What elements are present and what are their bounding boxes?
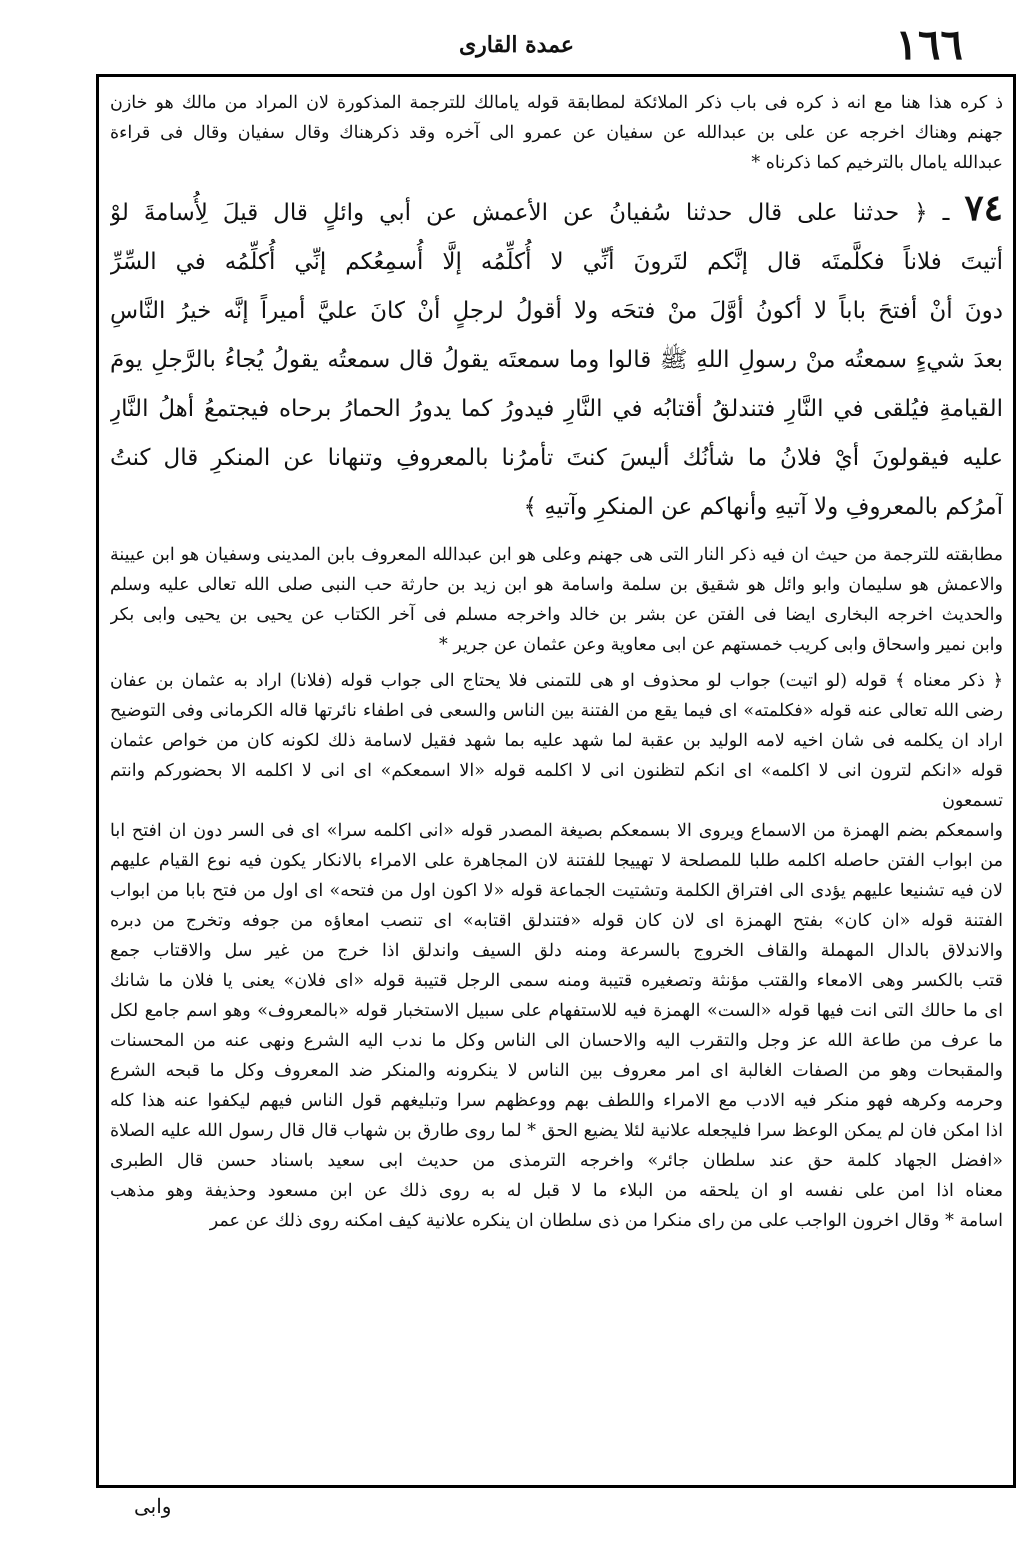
- text-line: ذ كره هذا هنا مع انه ذ كره فى باب ذكر الملائكة لمطابقة قوله يامالك للترجمة المذكورة لان المراد من مالك هو خازن: [110, 93, 1003, 113]
- text-line: اذا امكن فان لم يمكن الوعظ سرا فليجعله علانية لئلا يضيع الحق * لما روى طارق بن شهاب قال قال رسول الله عليه الصلاة: [110, 1121, 1003, 1141]
- hadith-line: أتيتَ فلاناً فكلَّمتَه قال إنَّكم لتَرونَ أنِّي لا أُكلِّمُه إلَّا أُسمِعُكم إنِّي أُكلِّمُه في السِّرِّ: [110, 249, 1003, 275]
- page-body: [110, 88, 1003, 1478]
- intro-paragraph: [110, 88, 1003, 178]
- text-line: وحرمه وكرهه فهو منكر فيه الادب مع الامراء واللطف بهم ووعظهم سرا وتبليغهم قول الناس فيهم ليكفوا عنه هذا كله: [110, 1091, 1003, 1111]
- text-line: لان فيه تشنيعا عليهم يؤدى الى افتراق الكلمة وتشتيت الجماعة قوله «لا اكون اول من فتحه» اى اول من فتح بابا من ابواب: [110, 881, 1003, 901]
- text-line: مطابقته للترجمة من حيث ان فيه ذكر النار التى هى جهنم وعلى هو ابن عبدالله المعروف بابن المدينى وسفيان هو ابن عيينة: [110, 545, 1003, 565]
- text-line: «افضل الجهاد كلمة حق عند سلطان جائر» واخرجه الترمذى من حديث ابى سعيد باسناد حسن قال الطبرى: [110, 1151, 1003, 1171]
- page-header: [0, 20, 1033, 72]
- text-line: قتب بالكسر وهى الامعاء والقتب مؤنثة وتصغيره قتيبة ومنه سمى الرجل قتيبة قوله «اى فلان» يعنى يا فلان ما شانك: [110, 971, 1003, 991]
- commentary-paragraph: [110, 540, 1003, 660]
- text-line: جهنم وهناك اخرجه عن على بن عبدالله عن سفيان عن عمرو الى آخره وقد ذكرهناك وقال سفيان وقال فى قراءة: [110, 123, 1003, 143]
- hadith-block: [110, 184, 1003, 532]
- text-line: ما عرف من طاعة الله عز وجل والتقرب اليه والاحسان الى الناس وكل ما ندب اليه الشرع ونهى عنه من المحسنات: [110, 1031, 1003, 1051]
- text-line: واسمعكم بضم الهمزة من الاسماع ويروى الا بسمعكم بصيغة المصدر قوله «انى اكلمه سرا» اى فى السر دون ان افتح ابا: [110, 821, 1003, 841]
- text-line: عبدالله يامال بالترخيم كما ذكرناه *: [751, 153, 1003, 173]
- page-number: ١٦٦: [895, 20, 963, 69]
- hadith-line: آمرُكم بالمعروفِ ولا آتيهِ وأنهاكم عن المنكرِ وآتيهِ ﴾: [523, 494, 1003, 520]
- commentary-paragraph: [110, 666, 1003, 1236]
- hadith-line: عليه فيقولونَ أيْ فلانُ ما شأنُك أليسَ كنتَ تأمرُنا بالمعروفِ وتنهانا عن المنكرِ قال كنتُ: [110, 445, 1003, 471]
- hadith-line: ٧٤ ـ ﴿ حدثنا على قال حدثنا سُفيانُ عن الأعمش عن أبي وائلٍ قال قيلَ لِأُسامةَ لوْ: [110, 187, 1003, 229]
- hadith-number: ٧٤: [964, 187, 1003, 229]
- text-line: معناه اذا امن على نفسه او ان يلحقه من البلاء ما لا قبل له به روى ذلك عن ابن مسعود وحذيفة وهو مذهب: [110, 1181, 1003, 1201]
- hadith-line: بعدَ شيءٍ سمعتُه منْ رسولِ اللهِ ﷺ قالوا وما سمعتَه يقولُ قال سمعتُه يقولُ يُجاءُ بالرَّجلِ يومَ: [110, 347, 1003, 373]
- text-line: والمقبحات وهو من الصفات الغالبة اى امر معروف بين الناس لا ينكرونه والمنكر ضد المعروف وكل ما قبحه الشرع: [110, 1061, 1003, 1081]
- text-line: ﴿ ذكر معناه ﴾ قوله (لو اتيت) جواب لو محذوف او هى للتمنى فلا يحتاج الى جواب قوله (فلانا) اراد به عثمان بن عفان: [110, 671, 1003, 691]
- text-line: والاعمش هو سليمان وابو وائل هو شقيق بن سلمة واسامة هو ابن زيد بن حارثة حب النبى صلى الله تعالى عليه وسلم: [110, 575, 1003, 595]
- text-line: الفتنة قوله «ان كان» بفتح الهمزة اى لان كان قوله «فتندلق اقتابه» اى تنصب امعاؤه من جوفه وتخرج من دبره: [110, 911, 1003, 931]
- text-line: وابن نمير واسحاق وابى كريب خمستهم عن ابى معاوية وعن عثمان عن جرير *: [439, 635, 1003, 655]
- text-line: من ابواب الفتن حاصله اكلمه طلبا للمصلحة لا تهييجا للفتنة لان المجاهرة على الامراء بالانكار يكون فيه نوع القيام عليهم: [110, 851, 1003, 871]
- text-line: قوله «انكم لترون انى لا اكلمه» اى انكم لتظنون انى لا اكلمه قوله «الا اسمعكم» اى انى لا اكلمه الا بحضوركم وانتم تسمعون: [110, 761, 1003, 811]
- text-line: اى ما حالك التى انت فيها قوله «الست» الهمزة فيه للاستفهام على سبيل الاستخبار قوله «بالمعروف» وهو اسم جامع لكل: [110, 1001, 1003, 1021]
- running-title: عمدة القارى: [458, 32, 575, 58]
- hadith-line: القيامةِ فيُلقى في النَّارِ فتندلقُ أقتابُه في النَّارِ فيدورُ كما يدورُ الحمارُ برحاه فيجتمعُ أهلُ النَّارِ: [110, 396, 1003, 422]
- text-line: رضى الله تعالى عنه قوله «فكلمته» اى فيما يقع من الفتنة بين الناس والسعى فى اطفاء نائرتها قاله الكرمانى وفى التوضيح: [110, 701, 1003, 721]
- hadith-line: دونَ أنْ أفتحَ باباً لا أكونُ أوَّلَ منْ فتحَه ولا أقولُ لرجلٍ أنْ كانَ عليَّ أميراً إنَّه خيرُ النَّاسِ: [110, 298, 1003, 324]
- text-line: والاندلاق بالدال المهملة والقاف الخروج بالسرعة ومنه دلق السيف واندلق اذا خرج من غير سل والاقتاب جمع: [110, 941, 1003, 961]
- text-line: اسامة * وقال اخرون الواجب على من راى منكرا من ذى سلطان ان ينكره علانية كيف امكنه روى ذلك عن عمر: [209, 1211, 1003, 1231]
- catchword: وابى: [134, 1494, 172, 1518]
- text-line: اراد ان يكلمه فى شان اخيه لامه الوليد بن عقبة لما شهد عليه بما شهد فقيل لاسامة ذلك لكونه كان من خواص عثمان: [110, 731, 1003, 751]
- text-line: والحديث اخرجه البخارى ايضا فى الفتن عن بشر بن خالد واخرجه مسلم فى آخر الكتاب عن يحيى بن يحيى وابى بكر: [110, 605, 1003, 625]
